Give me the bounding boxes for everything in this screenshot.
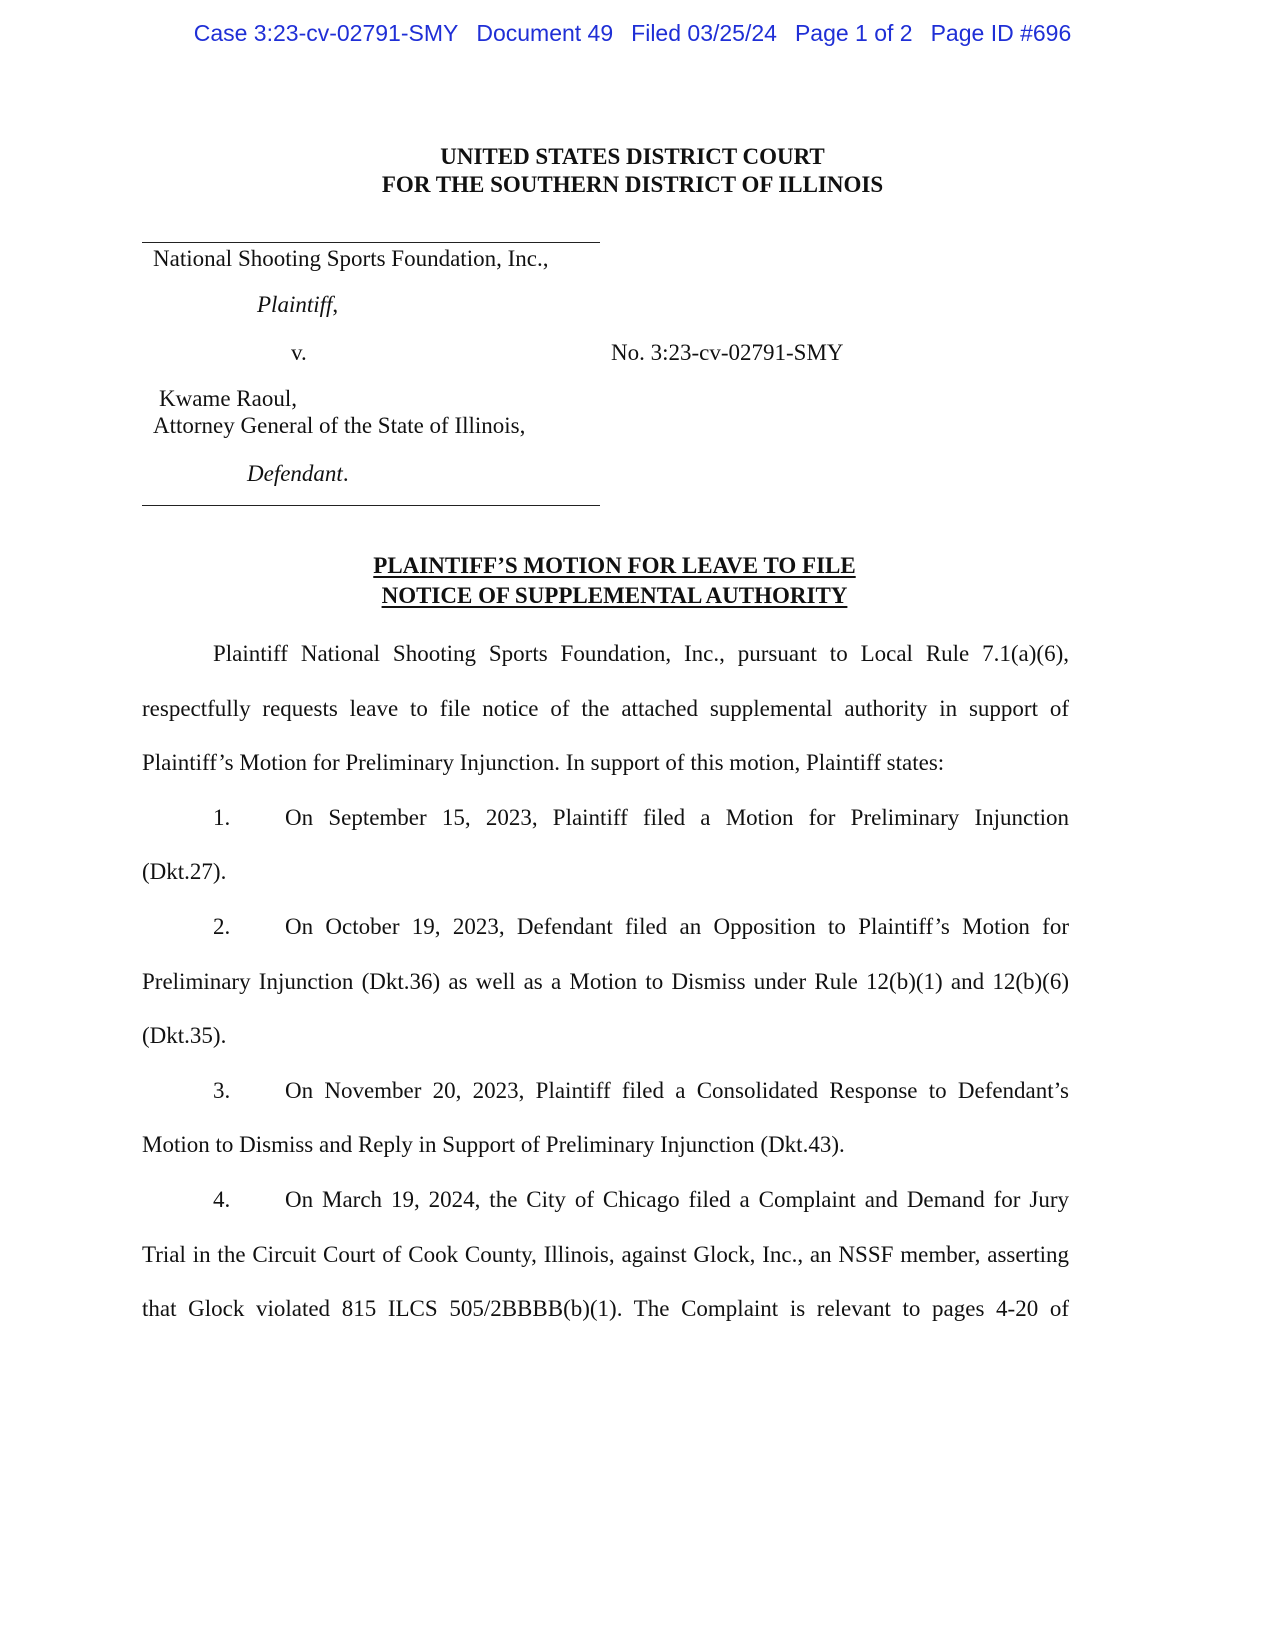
- item-2-line-1: On October 19, 2023, Defendant filed an Opposition to Plaintiff’s Motion for: [285, 914, 1069, 939]
- item-4-line-1: On March 19, 2024, the City of Chicago filed a Complaint and Demand for Jury: [285, 1187, 1069, 1212]
- caption-bottom-rule: [142, 505, 600, 506]
- document-number: Document 49: [476, 20, 614, 46]
- comma: ,: [332, 292, 339, 317]
- item-4-line-2: Trial in the Circuit Court of Cook County, Illinois, against Glock, Inc., an NSSF member, asserting: [142, 1242, 1069, 1267]
- page-count: Page 1 of 2: [794, 20, 913, 46]
- item-3-line-2: Motion to Dismiss and Reply in Support of Preliminary Injunction (Dkt.43).: [142, 1132, 845, 1157]
- filed-date: Filed 03/25/24: [631, 20, 777, 46]
- intro-line-1: Plaintiff National Shooting Sports Foundation, Inc., pursuant to Local Rule 7.1(a)(6),: [213, 641, 1069, 666]
- intro-line-3: Plaintiff’s Motion for Preliminary Injunction. In support of this motion, Plaintiff states:: [142, 750, 945, 775]
- case-number: Case 3:23-cv-02791-SMY: [193, 20, 459, 46]
- defendant-title: Attorney General of the State of Illinois,: [153, 413, 526, 438]
- plaintiff-role-line: [257, 291, 338, 319]
- caption-top-rule: [142, 242, 600, 243]
- case-no: No. 3:23-cv-02791-SMY: [611, 340, 844, 365]
- defendant-role: Defendant: [247, 461, 343, 486]
- intro-line-2: respectfully requests leave to file notice of the attached supplemental authority in support of: [142, 696, 1069, 721]
- item-2-line-3: (Dkt.35).: [142, 1023, 227, 1048]
- versus: v.: [291, 340, 307, 365]
- court-name: UNITED STATES DISTRICT COURT: [440, 144, 825, 169]
- motion-title-line2: NOTICE OF SUPPLEMENTAL AUTHORITY: [381, 583, 848, 608]
- item-1-line-2: (Dkt.27).: [142, 859, 227, 884]
- court-district: FOR THE SOUTHERN DISTRICT OF ILLINOIS: [381, 172, 884, 197]
- item-2-number: 2.: [213, 914, 231, 939]
- plaintiff-name: National Shooting Sports Foundation, Inc.,: [153, 246, 549, 271]
- item-4-line-3: that Glock violated 815 ILCS 505/2BBBB(b)(1). The Complaint is relevant to pages 4-20 of: [142, 1296, 1069, 1321]
- item-3-number: 3.: [213, 1078, 231, 1103]
- defendant-name: Kwame Raoul,: [159, 386, 297, 411]
- plaintiff-role: Plaintiff: [257, 292, 333, 317]
- item-1-number: 1.: [213, 805, 231, 830]
- item-1-line-1: On September 15, 2023, Plaintiff filed a Motion for Preliminary Injunction: [285, 805, 1069, 830]
- motion-title-line1: PLAINTIFF’S MOTION FOR LEAVE TO FILE: [373, 553, 856, 578]
- item-2-line-2: Preliminary Injunction (Dkt.36) as well as a Motion to Dismiss under Rule 12(b)(1) and 12(b)(6): [142, 969, 1069, 994]
- page-id: Page ID #696: [930, 20, 1072, 46]
- item-4-number: 4.: [213, 1187, 231, 1212]
- defendant-role-line: [247, 460, 349, 488]
- item-3-line-1: On November 20, 2023, Plaintiff filed a Consolidated Response to Defendant’s: [285, 1078, 1069, 1103]
- ecf-header: [0, 20, 1265, 47]
- period: .: [342, 461, 349, 486]
